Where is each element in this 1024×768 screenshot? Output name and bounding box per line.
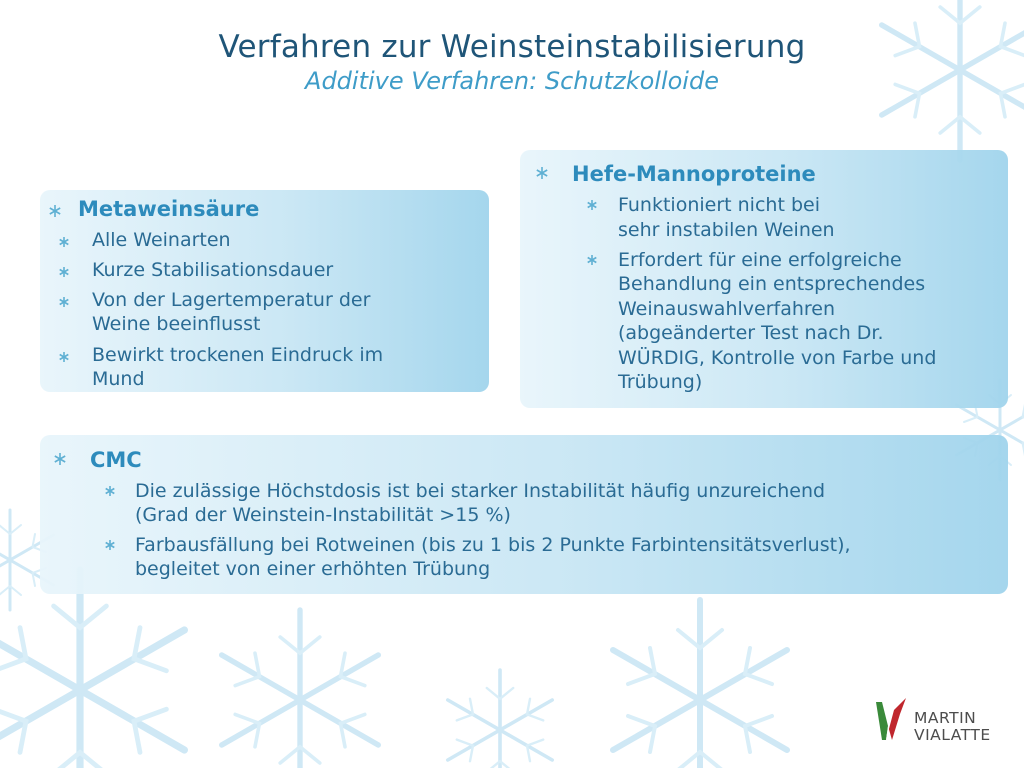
- martin-vialatte-logo: [874, 696, 1014, 746]
- metaweinsaeure-card: [40, 190, 489, 392]
- hefe-item: Weinauswahlverfahren: [618, 298, 836, 320]
- snowflake-bullet-icon: [57, 295, 71, 309]
- title-block: [0, 28, 1024, 96]
- slide-title: Verfahren zur Weinsteinstabilisierung: [218, 29, 806, 65]
- snowflake-bullet-icon: [535, 166, 549, 180]
- snowflake-bullet-icon: [585, 253, 599, 267]
- snowflake-bullet-icon: [53, 452, 67, 466]
- hefe-mannoproteine-card: [520, 150, 1008, 408]
- logo-line-2: VIALATTE: [914, 726, 991, 744]
- logo-mark-icon: [874, 696, 914, 746]
- hefe-item: sehr instabilen Weinen: [618, 219, 835, 241]
- cmc-item: Farbausfällung bei Rotweinen (bis zu 1 bis 2 Punkte Farbintensitätsverlust),: [135, 534, 851, 556]
- hefe-item: Behandlung ein entsprechendes: [618, 273, 926, 295]
- cmc-item: (Grad der Weinstein-Instabilität >15 %): [135, 504, 511, 526]
- snowflake-bullet-icon: [103, 484, 117, 498]
- cmc-card: [40, 435, 1008, 594]
- metaweinsaeure-item: Alle Weinarten: [92, 229, 231, 251]
- metaweinsaeure-item: Mund: [92, 368, 145, 390]
- snowflake-bullet-icon: [57, 265, 71, 279]
- snowflake-bullet-icon: [57, 235, 71, 249]
- hefe-item: Erfordert für eine erfolgreiche: [618, 249, 902, 271]
- metaweinsaeure-item: Kurze Stabilisationsdauer: [92, 259, 334, 281]
- hefe-item: Funktioniert nicht bei: [618, 194, 820, 216]
- snowflake-bullet-icon: [103, 538, 117, 552]
- hefe-item: Trübung): [618, 371, 703, 393]
- logo-text: [914, 710, 991, 744]
- metaweinsaeure-item: Bewirkt trockenen Eindruck im: [92, 344, 384, 366]
- hefe-item: WÜRDIG, Kontrolle von Farbe und: [618, 347, 937, 369]
- logo-line-1: MARTIN: [914, 709, 977, 727]
- snowflake-bullet-icon: [57, 350, 71, 364]
- cmc-heading: CMC: [90, 448, 142, 472]
- hefe-heading: Hefe-Mannoproteine: [572, 162, 816, 186]
- hefe-item: (abgeänderter Test nach Dr.: [618, 322, 884, 344]
- cmc-item: begleitet von einer erhöhten Trübung: [135, 558, 491, 580]
- metaweinsaeure-heading: Metaweinsäure: [78, 197, 260, 221]
- cmc-item: Die zulässige Höchstdosis ist bei starker Instabilität häufig unzureichend: [135, 480, 826, 502]
- metaweinsaeure-item: Weine beeinflusst: [92, 313, 261, 335]
- snowflake-bullet-icon: [585, 198, 599, 212]
- snowflake-bullet-icon: [48, 204, 62, 218]
- slide-subtitle: Additive Verfahren: Schutzkolloide: [305, 67, 719, 95]
- metaweinsaeure-item: Von der Lagertemperatur der: [92, 289, 371, 311]
